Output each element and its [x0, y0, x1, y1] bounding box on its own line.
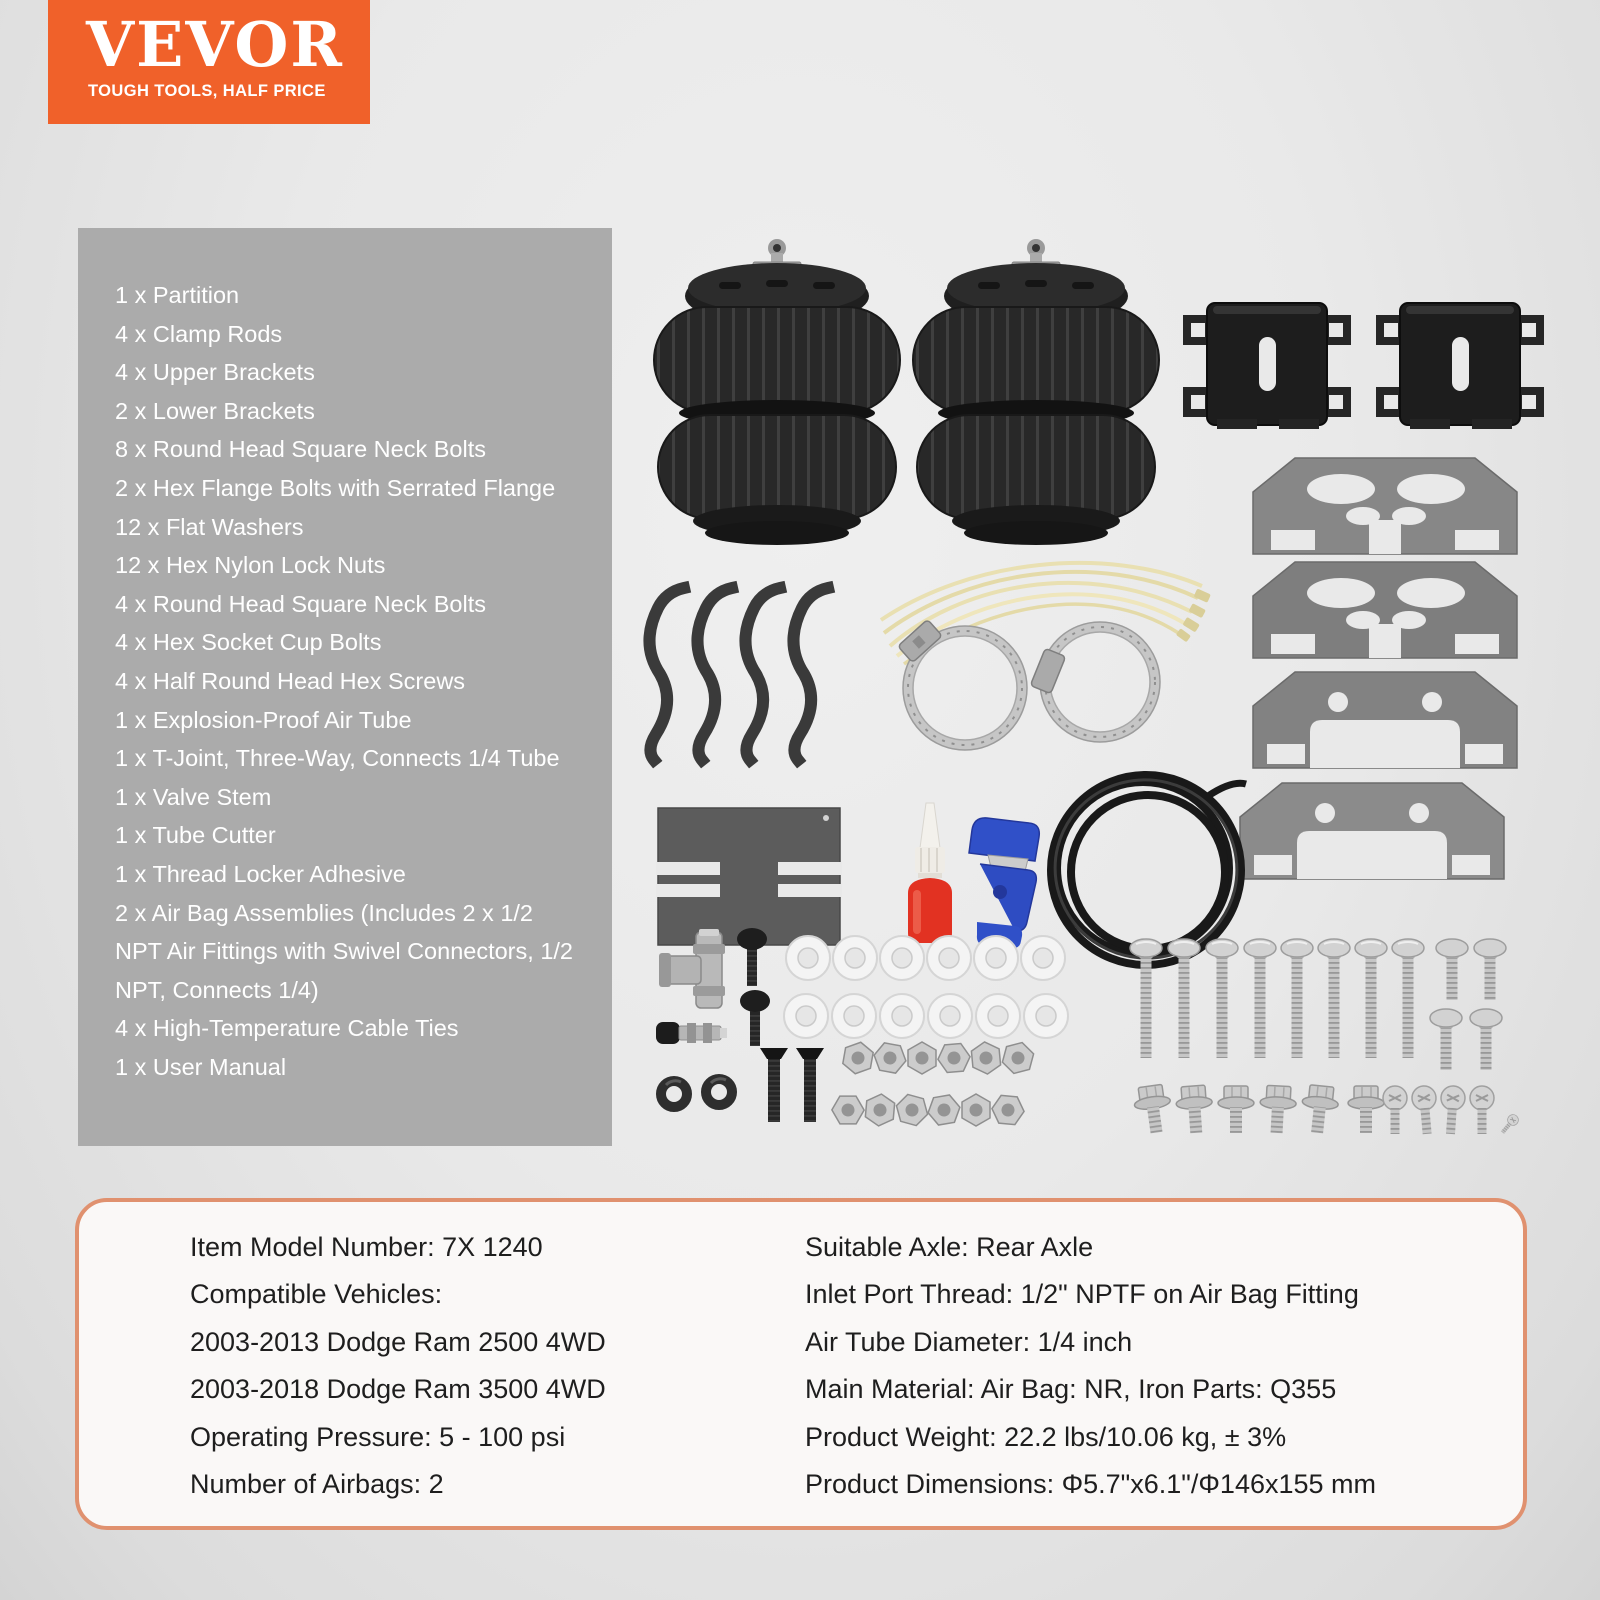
spec-column-left — [190, 1224, 770, 1508]
upper-bracket-1 — [1253, 458, 1517, 554]
parts-list-item: 1 x Thread Locker Adhesive — [115, 860, 406, 887]
hex-flange-bolts — [1132, 1083, 1384, 1135]
rubber-grommets — [661, 1079, 732, 1107]
parts-list-item: 1 x Valve Stem — [115, 783, 272, 810]
hose-clamp-2 — [1030, 622, 1160, 742]
spec-column-right — [805, 1224, 1495, 1508]
hex-lock-nuts — [828, 1037, 1036, 1131]
air-bag-assembly-1 — [654, 239, 900, 545]
spec-line: Operating Pressure: 5 - 100 psi — [190, 1421, 566, 1452]
brand-logo — [48, 0, 370, 124]
upper-bracket-2 — [1253, 562, 1517, 658]
hose-clamp-1 — [898, 619, 1027, 750]
spec-line: Inlet Port Thread: 1/2" NPTF on Air Bag Fitting — [805, 1279, 1359, 1310]
tube-cutter — [969, 818, 1039, 948]
flat-washers — [784, 936, 1068, 1038]
upper-bracket-4 — [1240, 783, 1504, 879]
brand-name: VEVOR — [86, 8, 344, 81]
parts-list-item: 4 x Half Round Head Hex Screws — [115, 667, 466, 694]
clamp-rods — [649, 588, 828, 760]
brand-tagline: TOUGH TOOLS, HALF PRICE — [88, 82, 326, 100]
parts-list-item: 2 x Hex Flange Bolts with Serrated Flange — [115, 474, 556, 501]
parts-list-item: 4 x Hex Socket Cup Bolts — [115, 629, 382, 656]
parts-list-item: 1 x User Manual — [115, 1053, 287, 1080]
partition-plate — [656, 808, 842, 945]
parts-list-item: 1 x Explosion-Proof Air Tube — [115, 706, 412, 733]
parts-list-item: 4 x Upper Brackets — [115, 359, 315, 386]
spec-line: Product Dimensions: Φ5.7"x6.1"/Φ146x155 mm — [805, 1469, 1377, 1500]
upper-bracket-3 — [1253, 672, 1517, 768]
parts-list-item: 1 x Partition — [115, 282, 240, 308]
parts-list-item: 12 x Flat Washers — [115, 513, 304, 540]
hex-socket-cup-bolts — [760, 1048, 824, 1122]
air-bag-assembly-2 — [913, 239, 1159, 545]
parts-list-item: 4 x Clamp Rods — [115, 320, 283, 347]
spec-line: 2003-2018 Dodge Ram 3500 4WD — [190, 1374, 606, 1405]
parts-list-item: 4 x Round Head Square Neck Bolts — [115, 590, 486, 617]
parts-list-item: 4 x High-Temperature Cable Ties — [115, 1015, 459, 1042]
spec-line: 2003-2013 Dodge Ram 2500 4WD — [190, 1326, 606, 1357]
parts-list-item: 2 x Air Bag Assemblies (Includes 2 x 1/2 NPT Air Fittings with Swivel Connectors, 1/2 NPT, Connects 1/4) — [115, 899, 573, 1003]
spec-panel — [75, 1198, 1527, 1530]
parts-list-item: 12 x Hex Nylon Lock Nuts — [115, 552, 386, 579]
spec-line: Air Tube Diameter: 1/4 inch — [805, 1326, 1133, 1357]
spec-line: Main Material: Air Bag: NR, Iron Parts: Q355 — [805, 1374, 1337, 1405]
parts-list-item: 8 x Round Head Square Neck Bolts — [115, 436, 486, 463]
valve-stem — [656, 1022, 727, 1044]
spec-line: Number of Airbags: 2 — [190, 1469, 444, 1500]
round-head-screws — [1383, 1085, 1521, 1136]
thread-locker-bottle — [908, 803, 952, 943]
carriage-bolts-short — [1430, 939, 1506, 1070]
parts-list-item: 2 x Lower Brackets — [115, 397, 315, 424]
spec-line: Item Model Number: 7X 1240 — [190, 1232, 543, 1262]
lower-bracket-2 — [1376, 303, 1544, 429]
spec-line: Suitable Axle: Rear Axle — [805, 1232, 1094, 1262]
parts-list-item: 1 x Tube Cutter — [115, 822, 276, 849]
parts-list-panel — [78, 228, 612, 1146]
spec-line: Product Weight: 22.2 lbs/10.06 kg, ± 3% — [805, 1421, 1287, 1452]
lower-bracket-1 — [1183, 303, 1351, 429]
parts-list-item: 1 x T-Joint, Three-Way, Connects 1/4 Tube — [115, 745, 560, 772]
spec-line: Compatible Vehicles: — [190, 1279, 443, 1310]
kit-photo — [600, 190, 1600, 1150]
